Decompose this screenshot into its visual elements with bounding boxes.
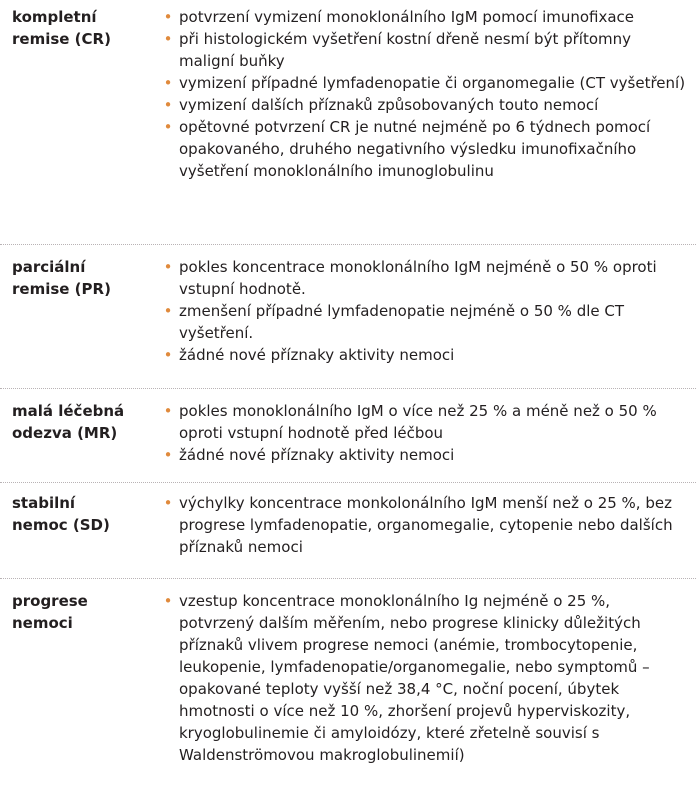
criteria-item: • při histologickém vyšetření kostní dřeně nesmí být přítomny maligní buňky [163, 30, 632, 70]
row-separator [0, 244, 696, 245]
criteria-list [163, 590, 689, 766]
criteria-list [163, 400, 689, 466]
criteria-list [163, 6, 689, 182]
bullet-icon: • [163, 402, 173, 420]
bullet-icon: • [163, 258, 173, 276]
criteria-list [163, 492, 689, 558]
row-separator [0, 578, 696, 579]
bullet-icon: • [163, 118, 173, 136]
row-term: kompletní remise (CR) [12, 8, 111, 48]
row-separator [0, 388, 696, 389]
bullet-icon: • [163, 8, 173, 26]
criteria-item: • zmenšení případné lymfadenopatie nejméně o 50 % dle CT vyšetření. [163, 302, 625, 342]
bullet-icon: • [163, 96, 173, 114]
criteria-item: • potvrzení vymizení monoklonálního IgM pomocí imunofixace [163, 8, 635, 26]
criteria-item: • vymizení případné lymfadenopatie či organomegalie (CT vyšetření) [163, 74, 686, 92]
bullet-icon: • [163, 30, 173, 48]
row-separator [0, 482, 696, 483]
criteria-item: • opětovné potvrzení CR je nutné nejméně po 6 týdnech pomocí opakovaného, druhého negativního výsledku imunofixačního vyšetření monoklonálního imunoglobulinu [163, 118, 651, 180]
bullet-icon: • [163, 494, 173, 512]
criteria-item: • vymizení dalších příznaků způsobovaných touto nemocí [163, 96, 599, 114]
criteria-item: • vzestup koncentrace monoklonálního Ig nejméně o 25 %, potvrzený dalším měřením, nebo progrese klinicky důležitých příznaků vlivem progrese nemoci (anémie, trombocytopenie, leukopenie, lymfadenopatie/organomegalie, nebo symptomů – opakované teploty vyšší než 38,4 °C, noční pocení, úbytek hmotnosti o více než 10 %, zhoršení projevů hyperviskozity, kryoglobulinemie či amyloidózy, které zřetelně souvisí s Waldenströmovou makroglobulinemií) [163, 592, 650, 764]
criteria-list [163, 256, 689, 366]
bullet-icon: • [163, 302, 173, 320]
criteria-item: • žádné nové příznaky aktivity nemoci [163, 446, 455, 464]
criteria-item: • pokles monoklonálního IgM o více než 25 % a méně než o 50 % oproti vstupní hodnotě před léčbou [163, 402, 657, 442]
criteria-item: • žádné nové příznaky aktivity nemoci [163, 346, 455, 364]
row-term: progrese nemoci [12, 592, 88, 632]
bullet-icon: • [163, 592, 173, 610]
bullet-icon: • [163, 446, 173, 464]
bullet-icon: • [163, 346, 173, 364]
row-term: stabilní nemoc (SD) [12, 494, 110, 534]
row-term: malá léčebná odezva (MR) [12, 402, 125, 442]
bullet-icon: • [163, 74, 173, 92]
criteria-item: • pokles koncentrace monoklonálního IgM nejméně o 50 % oproti vstupní hodnotě. [163, 258, 657, 298]
row-term: parciální remise (PR) [12, 258, 111, 298]
criteria-item: • výchylky koncentrace monkolonálního IgM menší než o 25 %, bez progrese lymfadenopatie, organomegalie, cytopenie nebo dalších příznaků nemoci [163, 494, 673, 556]
